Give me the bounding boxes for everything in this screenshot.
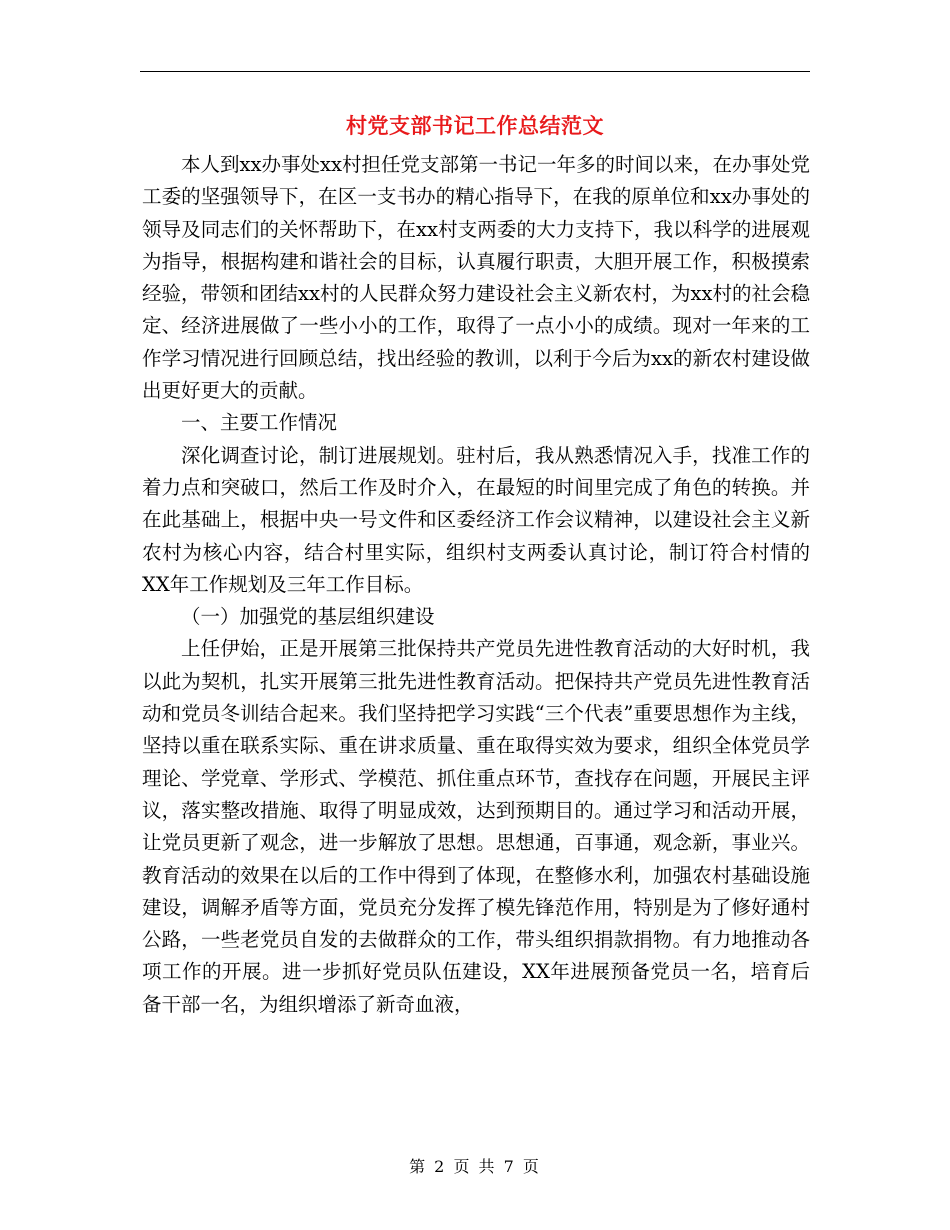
section-heading-main-work: 一、主要工作情况 xyxy=(181,411,338,435)
document-title: 村党支部书记工作总结范文 xyxy=(346,113,604,138)
page-number-footer: 第 2 页 共 7 页 xyxy=(409,1157,541,1176)
paragraph-intro: 本人到xx办事处xx村担任党支部第一书记一年多的时间以来，在办事处党工委的坚强领导下，在区一支书办的精心指导下，在我的原单位和xx办事处的领导及同志们的关怀帮助下，在xx村支两委的大力支持下，我以科学的进展观为指导，根据构建和谐社会的目标，认真履行职责，大胆开展工作，积极摸索经验，带领和团结xx村的人民群众努力建设社会主义新农村，为xx村的社会稳定、经济进展做了一些小小的工作，取得了一点小小的成绩。现对一年来的工作学习情况进行回顾总结，找出经验的教训，以利于今后为xx的新农村建设做出更好更大的贡献。 xyxy=(142,153,810,403)
paragraph-research-planning: 深化调查讨论，制订进展规划。驻村后，我从熟悉情况入手，找准工作的着力点和突破口，然后工作及时介入，在最短的时间里完成了角色的转换。并在此基础上，根据中央一号文件和区委经济工作会议精神，以建设社会主义新农村为核心内容，结合村里实际，组织村支两委认真讨论，制订符合村情的XX年工作规划及三年工作目标。 xyxy=(142,443,810,596)
paragraph-party-building: 上任伊始，正是开展第三批保持共产党员先进性教育活动的大好时机，我以此为契机，扎实开展第三批先进性教育活动。把保持共产党员先进性教育活动和党员冬训结合起来。我们坚持把学习实践“三个代表”重要思想作为主线，坚持以重在联系实际、重在讲求质量、重在取得实效为要求，组织全体党员学理论、学党章、学形式、学模范、抓住重点环节，查找存在问题，开展民主评议，落实整改措施、取得了明显成效，达到预期目的。通过学习和活动开展，让党员更新了观念，进一步解放了思想。思想通，百事通，观念新，事业兴。教育活动的效果在以后的工作中得到了体现，在整修水利，加强农村基础设施建设，调解矛盾等方面，党员充分发挥了模先锋范作用，特别是为了修好通村公路，一些老党员自发的去做群众的工作，带头组织捐款捐物。有力地推动各项工作的开展。进一步抓好党员队伍建设，XX年进展预备党员一名，培育后备干部一名，为组织增添了新奇血液， xyxy=(142,637,810,1016)
document-body xyxy=(142,149,810,1021)
subsection-heading-party-building: （一）加强党的基层组织建设 xyxy=(181,605,435,629)
header-rule xyxy=(140,71,810,72)
